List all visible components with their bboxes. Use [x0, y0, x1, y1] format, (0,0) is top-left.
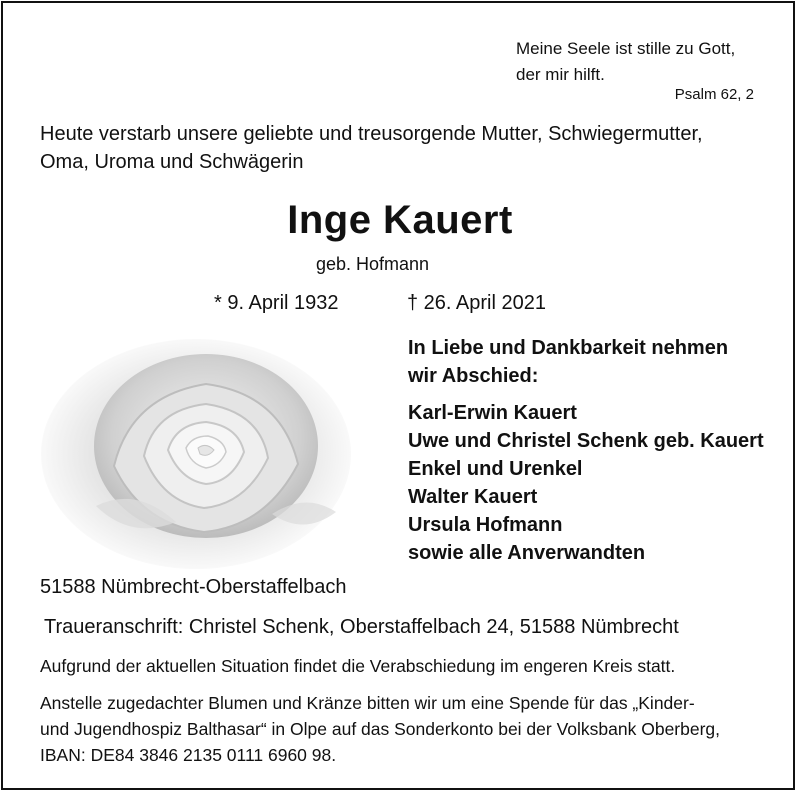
intro-line: Oma, Uroma und Schwägerin: [40, 151, 304, 173]
donation-line: und Jugendhospiz Balthasar“ in Olpe auf das Sonderkonto bei der Volksbank Oberberg,: [40, 719, 721, 739]
mourning-address: Traueranschrift: Christel Schenk, Oberstaffelbach 24, 51588 Nümbrecht: [44, 616, 679, 638]
mourner-entry: Walter Kauert: [408, 486, 538, 508]
place-line: 51588 Nümbrecht-Oberstaffelbach: [40, 576, 347, 598]
mourner-entry: Uwe und Christel Schenk geb. Kauert: [408, 430, 764, 452]
donation-request: [40, 690, 770, 768]
intro-text: [40, 120, 703, 176]
birth-date: * 9. April 1932: [214, 292, 339, 314]
rose-image: [36, 336, 376, 576]
donation-line: IBAN: DE84 3846 2135 0111 6960 98.: [40, 745, 337, 765]
farewell-heading: [408, 334, 728, 390]
mourner-entry: Enkel und Urenkel: [408, 458, 583, 480]
ceremony-notice: Aufgrund der aktuellen Situation findet die Verabschiedung im engeren Kreis statt.: [40, 656, 676, 676]
mourners-list: [408, 399, 764, 567]
motto-verse: [516, 36, 735, 88]
death-date: † 26. April 2021: [407, 292, 546, 314]
mourner-entry: Karl-Erwin Kauert: [408, 402, 577, 424]
birth-name: geb. Hofmann: [316, 254, 430, 274]
motto-source: Psalm 62, 2: [674, 86, 754, 103]
farewell-line: In Liebe und Dankbarkeit nehmen: [408, 337, 729, 359]
mourner-entry: Ursula Hofmann: [408, 514, 563, 536]
farewell-line: wir Abschied:: [408, 365, 539, 387]
donation-line: Anstelle zugedachter Blumen und Kränze bitten wir um eine Spende für das „Kinder-: [40, 693, 695, 713]
intro-line: Heute verstarb unsere geliebte und treusorgende Mutter, Schwiegermutter,: [40, 123, 703, 145]
mourner-entry: sowie alle Anverwandten: [408, 542, 646, 564]
motto-line: Meine Seele ist stille zu Gott,: [516, 39, 736, 58]
deceased-name: Inge Kauert: [287, 198, 513, 242]
motto-line: der mir hilft.: [516, 65, 605, 84]
